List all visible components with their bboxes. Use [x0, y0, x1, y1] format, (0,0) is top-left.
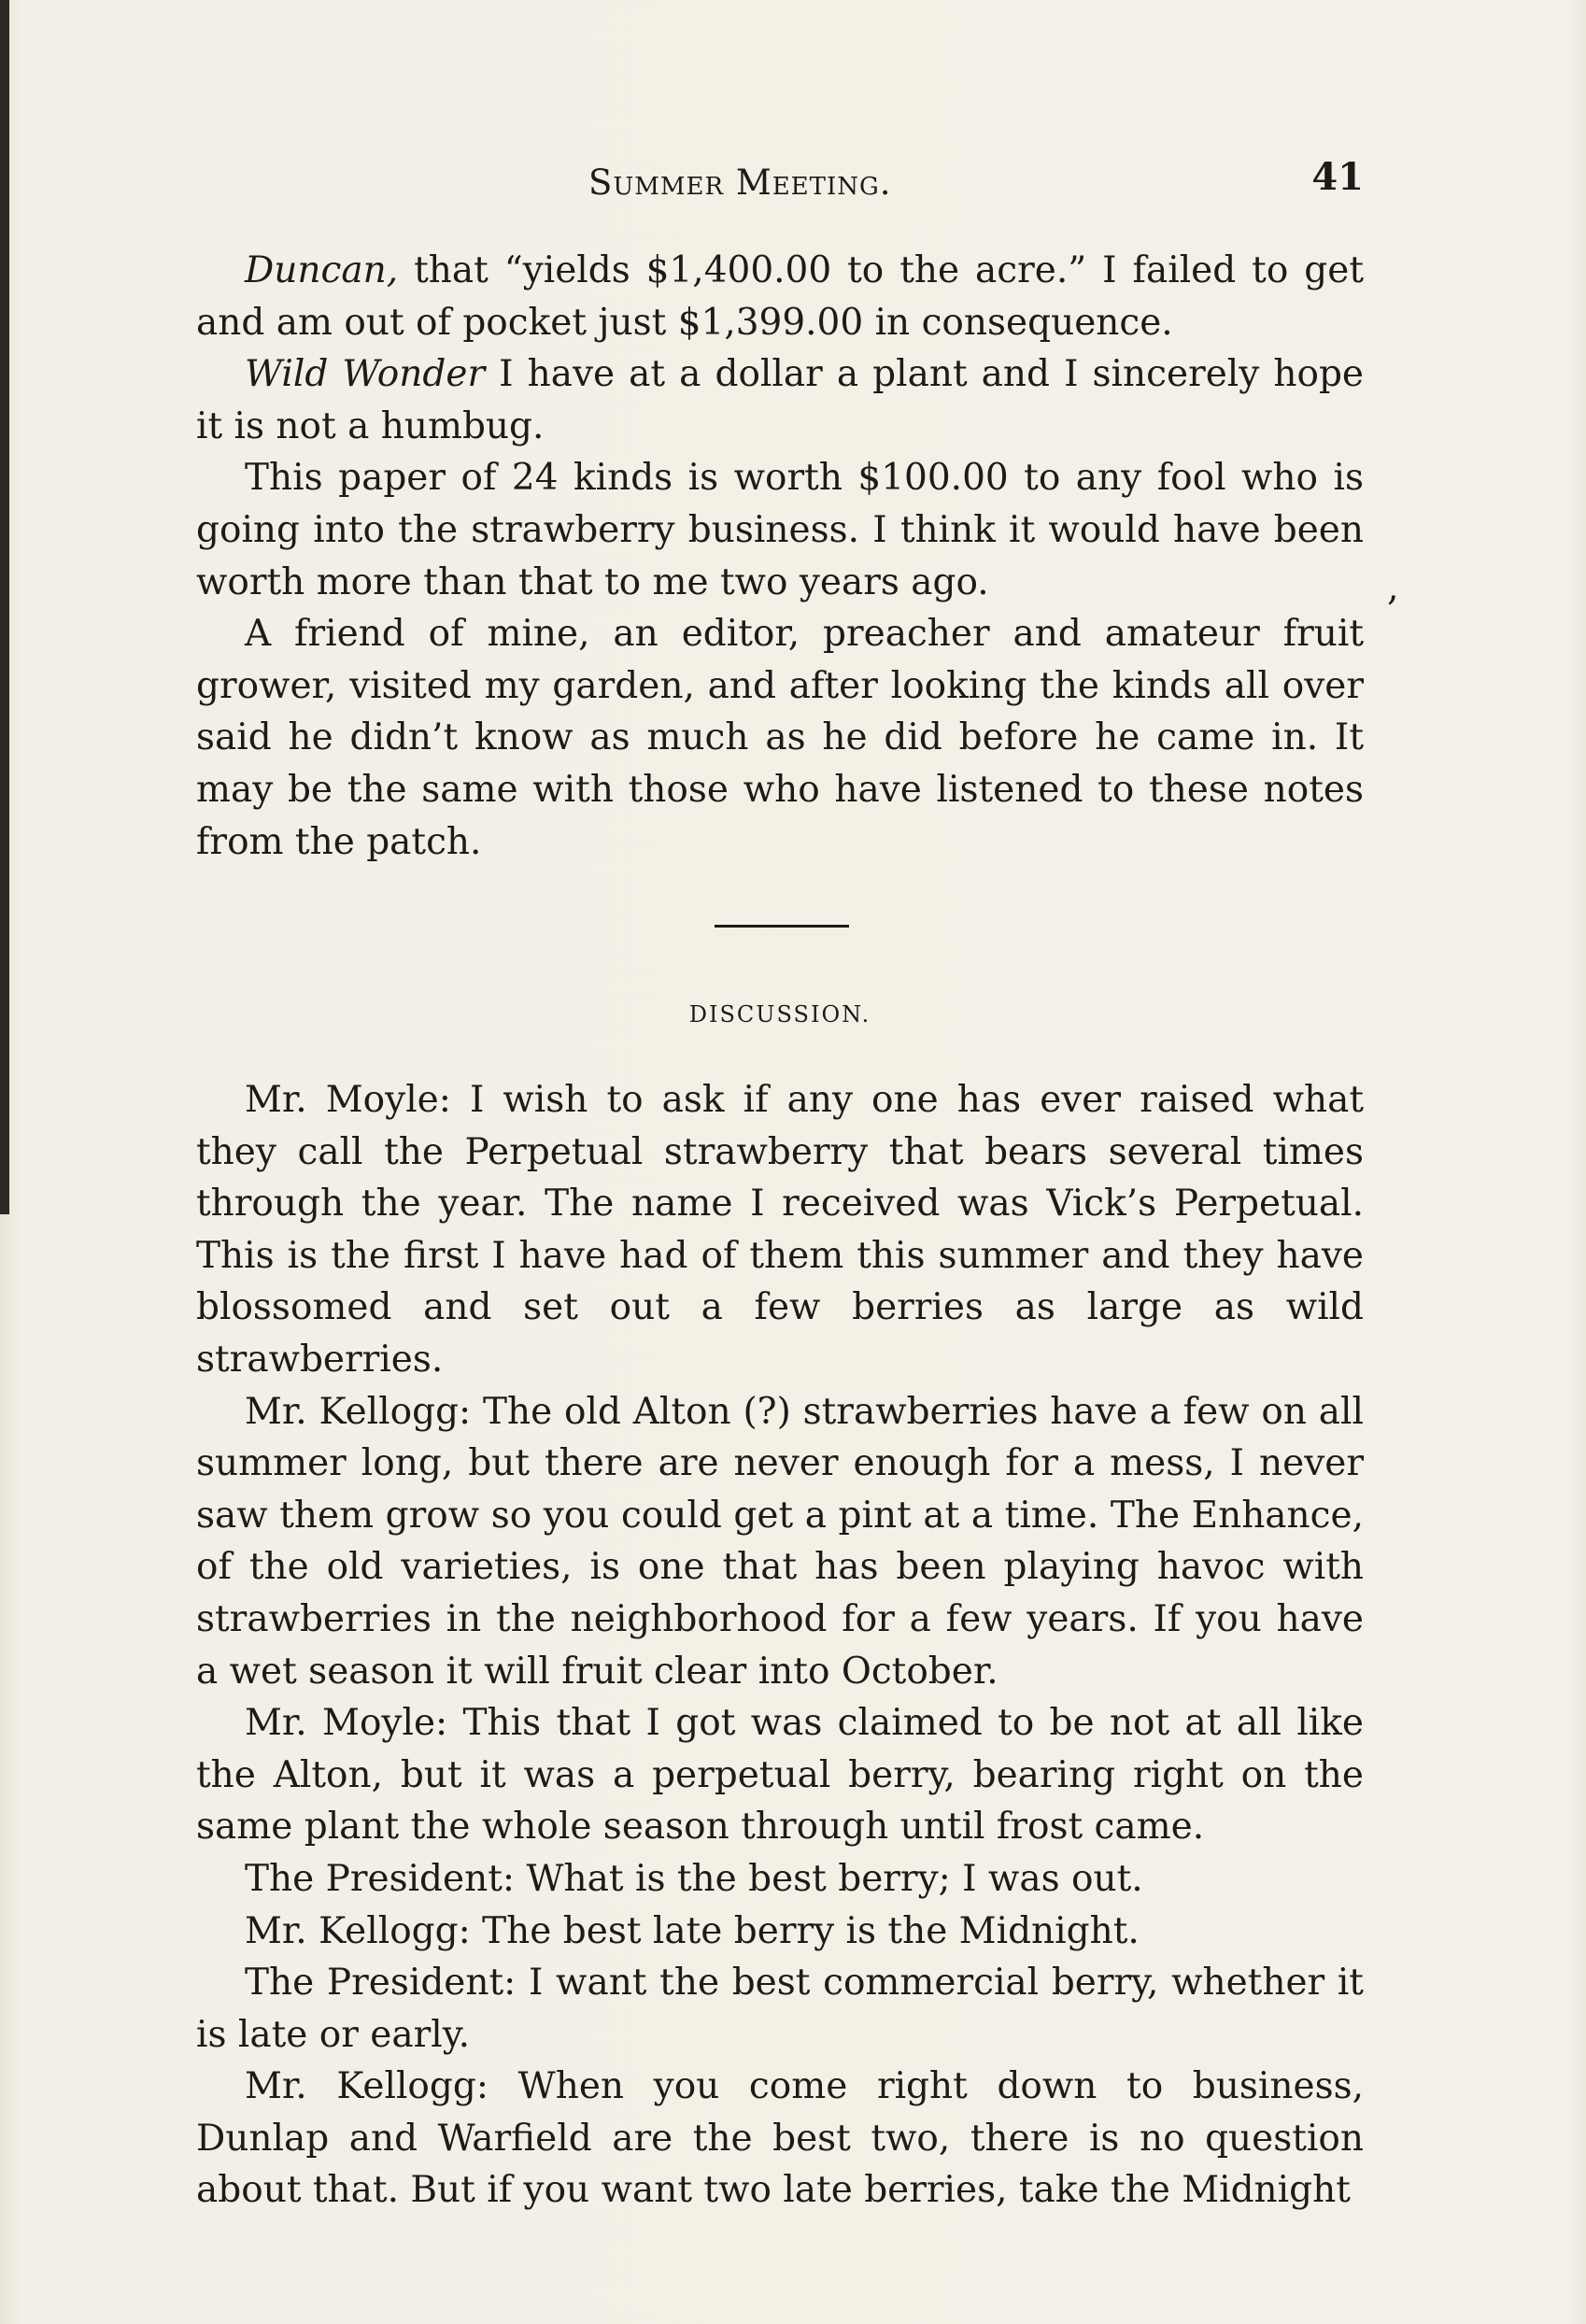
entry-text: When you come right down to business, Dunlap and Warfield are the best two, there is no question about that. But if you want two late berries, take the Midnight — [196, 2065, 1364, 2212]
paragraph-text: that “yields $1,400.00 to the acre.” I failed to get and am out of pocket just $1,399.00 in consequence. — [196, 249, 1364, 344]
discussion-entry — [196, 1386, 1364, 1698]
paragraph-friend: A friend of mine, an editor, preacher and amateur fruit grower, visited my garden, and after looking the kinds all over said he didn’t know as much as he did before he came in. It may be the same with those who have listened to these notes from the patch. — [196, 613, 1364, 863]
paragraph-wild-wonder — [196, 348, 1364, 452]
intro-text — [196, 245, 1364, 868]
discussion-entry — [196, 1957, 1364, 2061]
speaker: Mr. Kellogg: — [245, 2065, 489, 2108]
discussion-entry — [196, 1906, 1364, 1958]
section-divider — [715, 925, 849, 928]
entry-text: The old Alton (?) strawberries have a few on all summer long, but there are never enough for a mess, I never saw them grow so you could get a pint at a time. The Enhance, of the old varieties, is one that has been playing havoc with strawberries in the neighborhood for a few years. If you have a wet season it will fruit clear into October. — [196, 1390, 1364, 1693]
variety-name: Duncan, — [245, 249, 399, 291]
page-header — [196, 155, 1364, 211]
entry-text: I want the best commercial berry, whether it is late or early. — [196, 1962, 1364, 2056]
running-title: Summer Meeting. — [588, 163, 892, 203]
speaker: Mr. Kellogg: — [245, 1909, 471, 1952]
discussion-text — [196, 1074, 1364, 2217]
discussion-entry — [196, 2061, 1364, 2217]
page-number: 41 — [1311, 155, 1364, 199]
book-spine-shadow — [0, 0, 9, 1214]
discussion-entry — [196, 1697, 1364, 1853]
entry-text: What is the best berry; I was out. — [515, 1857, 1143, 1900]
entry-text: The best late berry is the Midnight. — [470, 1909, 1140, 1952]
discussion-heading: DISCUSSION. — [688, 1001, 871, 1027]
paragraph-paper-value: This paper of 24 kinds is worth $100.00 to any fool who is going into the strawberry business. I think it would have been worth more than that to me two years ago. — [196, 457, 1364, 603]
speaker: The President: — [245, 1857, 516, 1900]
variety-name: Wild Wonder — [245, 353, 486, 396]
speaker: Mr. Kellogg: — [245, 1390, 472, 1433]
speaker: Mr. Moyle: — [245, 1079, 451, 1121]
speaker: Mr. Moyle: — [245, 1702, 448, 1745]
discussion-entry — [196, 1074, 1364, 1386]
paragraph-duncan — [196, 245, 1364, 348]
discussion-entry — [196, 1853, 1364, 1906]
entry-text: This that I got was claimed to be not at all like the Alton, but it was a perpetual berry, bearing right on the same plant the whole season through until frost came. — [196, 1702, 1364, 1849]
paragraph-text: I have at a dollar a plant and I sincerely hope it is not a humbug. — [196, 353, 1365, 447]
entry-text: I wish to ask if any one has ever raised what they call the Perpetual strawberry that bears several times through the year. The name I received was Vick’s Perpetual. This is the first I have had of them this summer and they have blossomed and set out a few berries as large as wild strawberries. — [196, 1079, 1364, 1381]
stray-mark: , — [1387, 566, 1399, 609]
speaker: The President: — [245, 1962, 517, 2005]
